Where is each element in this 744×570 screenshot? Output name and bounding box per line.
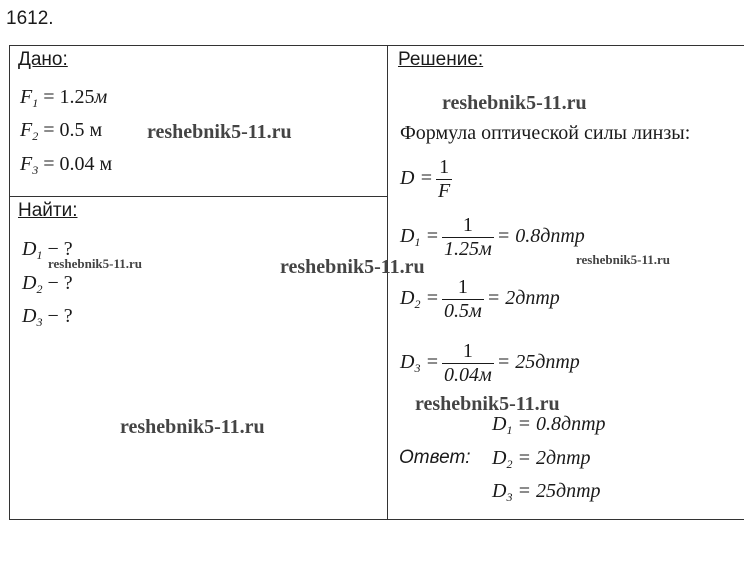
calc-d3-fraction <box>442 340 494 387</box>
given-f1-value: = 1.25 <box>38 86 95 108</box>
find-d3-unknown: − ? <box>42 305 73 327</box>
calc-d2-index: 2 <box>414 297 421 312</box>
given-f2-unit: м <box>89 119 103 141</box>
answer-d1 <box>492 413 606 436</box>
watermark: reshebnik5-11.ru <box>442 92 587 114</box>
watermark: reshebnik5-11.ru <box>48 256 143 271</box>
find-d3-index: 3 <box>36 315 43 329</box>
answer-d1-symbol: D <box>492 413 507 435</box>
given-f1-index: 1 <box>32 96 39 110</box>
table-top-border <box>9 45 744 46</box>
calc-d3-result: = 25дптр <box>496 351 580 374</box>
answer-label: Ответ: <box>399 447 471 468</box>
formula-text: Формула оптической силы линзы: <box>400 122 691 144</box>
watermark: reshebnik5-11.ru <box>120 416 265 438</box>
given-f3 <box>20 153 112 176</box>
calc-d1-denominator: 1.25м <box>443 238 492 260</box>
watermark: reshebnik5-11.ru <box>576 252 671 267</box>
answer-d2 <box>492 447 591 470</box>
formula-fraction <box>436 156 452 203</box>
find-d1-index: 1 <box>36 248 43 262</box>
given-f2-index: 2 <box>32 129 39 143</box>
table-bottom-border <box>9 519 744 520</box>
given-f3-value: = 0.04 <box>38 153 95 175</box>
calc-d1-symbol: D <box>400 225 415 248</box>
formula-d-equals-1-over-f <box>400 156 455 203</box>
table-middle-divider <box>387 45 388 520</box>
given-find-divider <box>9 196 387 197</box>
answer-d2-index: 2 <box>506 457 513 471</box>
calc-d3-index: 3 <box>414 361 421 376</box>
given-f1 <box>20 86 107 109</box>
calc-d2: $D_2$ = $\frac{1}{0.5м}$ = 2дптр <box>400 276 560 322</box>
given-f2 <box>20 119 102 142</box>
calc-d1-index: 1 <box>414 235 421 250</box>
formula-denominator: F <box>437 180 451 202</box>
watermark: reshebnik5-11.ru <box>147 121 292 143</box>
find-d2-index: 2 <box>36 282 43 296</box>
find-d1-unknown: − ? <box>42 238 73 260</box>
calc-d1-result: = 0.8дптр <box>496 225 585 248</box>
formula-numerator: 1 <box>439 156 450 178</box>
given-f3-symbol: F <box>20 153 33 175</box>
calc-d3-denominator: 0.04м <box>443 364 492 386</box>
calc-d2-denominator: 0.5м <box>443 300 482 322</box>
answer-d3-symbol: D <box>492 480 507 502</box>
calc-d1: $D_1$ = $\frac{1}{1.25м}$ = 0.8дптр <box>400 214 585 260</box>
answer-d1-index: 1 <box>506 423 513 437</box>
given-f1-unit: м <box>94 86 108 108</box>
given-f3-index: 3 <box>32 163 39 177</box>
calc-d1-numerator: 1 <box>462 214 473 236</box>
calc-d2-numerator: 1 <box>457 276 468 298</box>
answer-d3 <box>492 480 601 503</box>
find-d2 <box>22 272 73 295</box>
answer-d2-symbol: D <box>492 447 507 469</box>
given-f2-symbol: F <box>20 119 33 141</box>
find-d2-unknown: − ? <box>42 272 73 294</box>
formula-lhs: D = <box>400 167 433 190</box>
given-f1-symbol: F <box>20 86 33 108</box>
calc-d1-fraction <box>442 214 494 261</box>
calc-d3-symbol: D <box>400 351 415 374</box>
find-d1-symbol: D <box>22 238 37 260</box>
watermark: reshebnik5-11.ru <box>415 393 560 415</box>
find-header: Найти: <box>18 200 78 221</box>
answer-d3-index: 3 <box>506 490 513 504</box>
table-left-border <box>9 45 10 520</box>
solution-header: Решение: <box>398 49 484 70</box>
calc-d3: $D_3$ = $\frac{1}{0.04м}$ = 25дптр <box>400 340 580 386</box>
watermark: reshebnik5-11.ru <box>280 256 425 278</box>
find-d2-symbol: D <box>22 272 37 294</box>
given-f2-value: = 0.5 <box>38 119 85 141</box>
given-header: Дано: <box>18 49 68 70</box>
problem-number: 1612. <box>6 8 54 29</box>
find-d3-symbol: D <box>22 305 37 327</box>
calc-d2-result: = 2дптр <box>486 287 560 310</box>
find-d3 <box>22 305 73 328</box>
calc-d2-symbol: D <box>400 287 415 310</box>
answer-d3-value: = 25дптр <box>512 480 601 502</box>
calc-d2-fraction <box>442 276 484 323</box>
calc-d3-numerator: 1 <box>462 340 473 362</box>
given-f3-unit: м <box>99 153 113 175</box>
answer-d2-value: = 2дптр <box>512 447 591 469</box>
answer-d1-value: = 0.8дптр <box>512 413 606 435</box>
